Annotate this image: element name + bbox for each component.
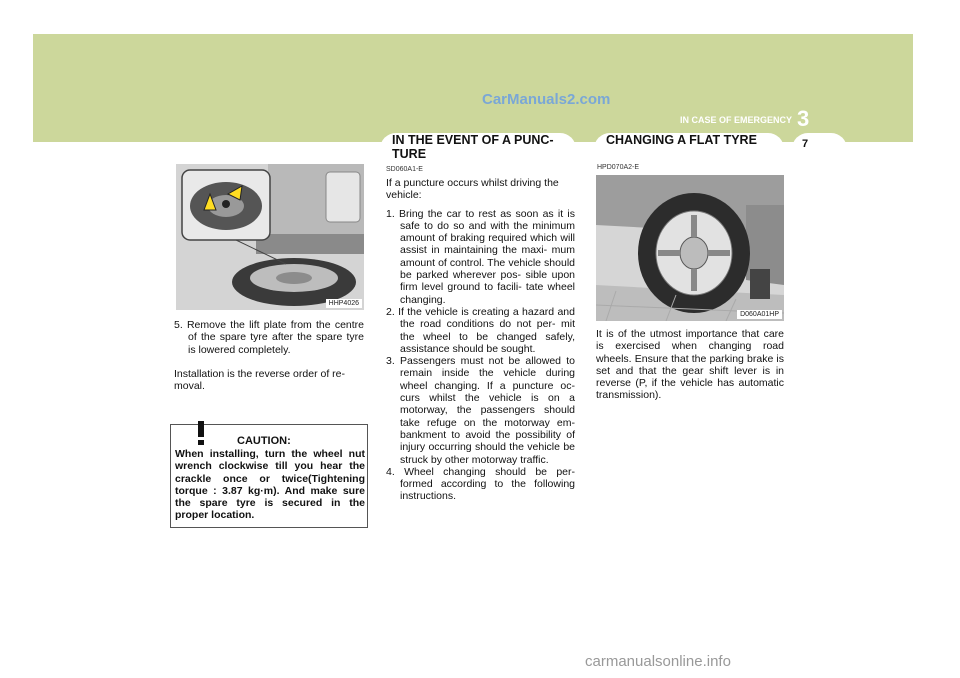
step-1: 1. Bring the car to rest as soon as it is safe to do so and with the minimum amount of braking required which will assist in maintaining the maxi- mum amount of control. The vehicle should be parked wherever pos- sible upon firm level ground to facili- tate wheel changing. bbox=[386, 207, 575, 306]
puncture-intro: If a puncture occurs whilst driving the vehicle: bbox=[386, 177, 559, 202]
watermark-bottom[interactable]: carmanualsonline.info bbox=[585, 653, 731, 670]
left-steps bbox=[174, 319, 364, 356]
exclamation-icon bbox=[189, 419, 213, 447]
page-number-tab bbox=[792, 133, 847, 157]
caution-box bbox=[170, 424, 368, 528]
section-title: IN CASE OF EMERGENCY bbox=[680, 115, 793, 125]
image-code-right: D060A01HP bbox=[737, 310, 782, 319]
step-2: 2. If the vehicle is creating a hazard and the road conditions do not per- mit the wheel to be changed safely, assistance should be sought. bbox=[386, 305, 575, 355]
spare-tyre-photo bbox=[176, 164, 364, 310]
section-code: SD060A1-E bbox=[386, 166, 423, 173]
caution-text: When installing, turn the wheel nut wrench clockwise till you hear the crackle once or twice(Tightening torque : 3.87 kg·m). And make sure the spare tyre is secured in the proper location. bbox=[175, 448, 365, 522]
step-5: 5. Remove the lift plate from the centre of the spare tyre after the spare tyre is lowered completely. bbox=[174, 319, 364, 356]
caution-title: CAUTION: bbox=[237, 435, 291, 447]
puncture-steps bbox=[386, 208, 575, 503]
step-4: 4. Wheel changing should be per- formed according to the following instructions. bbox=[386, 465, 575, 503]
flat-tyre-title: CHANGING A FLAT TYRE bbox=[606, 133, 757, 147]
tab-puncture-heading bbox=[380, 133, 576, 161]
puncture-body bbox=[386, 177, 575, 503]
section-number: 3 bbox=[797, 106, 810, 131]
step-3: 3. Passengers must not be allowed to remain inside the vehicle during wheel changing. If a puncture oc- curs whilst the vehicle is on a motorway, the passengers should take refuge on the motorway em- bankment to avoid the possibility of injury occurring should the vehicle be struck by other motorway traffic. bbox=[386, 355, 575, 466]
left-column-text bbox=[174, 319, 364, 392]
image-code: HHP4026 bbox=[326, 299, 362, 308]
installation-note: Installation is the reverse order of re- moval. bbox=[174, 367, 345, 393]
page-number: 7 bbox=[802, 138, 809, 150]
spare-tyre-illustration bbox=[176, 164, 364, 310]
watermark-top[interactable]: CarManuals2.com bbox=[482, 91, 611, 108]
puncture-title: IN THE EVENT OF A PUNC- TURE bbox=[392, 133, 554, 161]
section-code-right: HPD070A2-E bbox=[597, 164, 640, 171]
tab-flat-tyre-heading bbox=[594, 133, 784, 157]
flat-tyre-text: It is of the utmost importance that care is exercised when changing road wheels. Ensure that the parking brake is set and that the gear shift lever is in reverse (P, if the vehicle has automatic transmission). bbox=[596, 328, 784, 402]
wheel-illustration bbox=[596, 175, 784, 321]
flat-tyre-photo bbox=[596, 175, 784, 321]
header-band bbox=[33, 34, 913, 142]
